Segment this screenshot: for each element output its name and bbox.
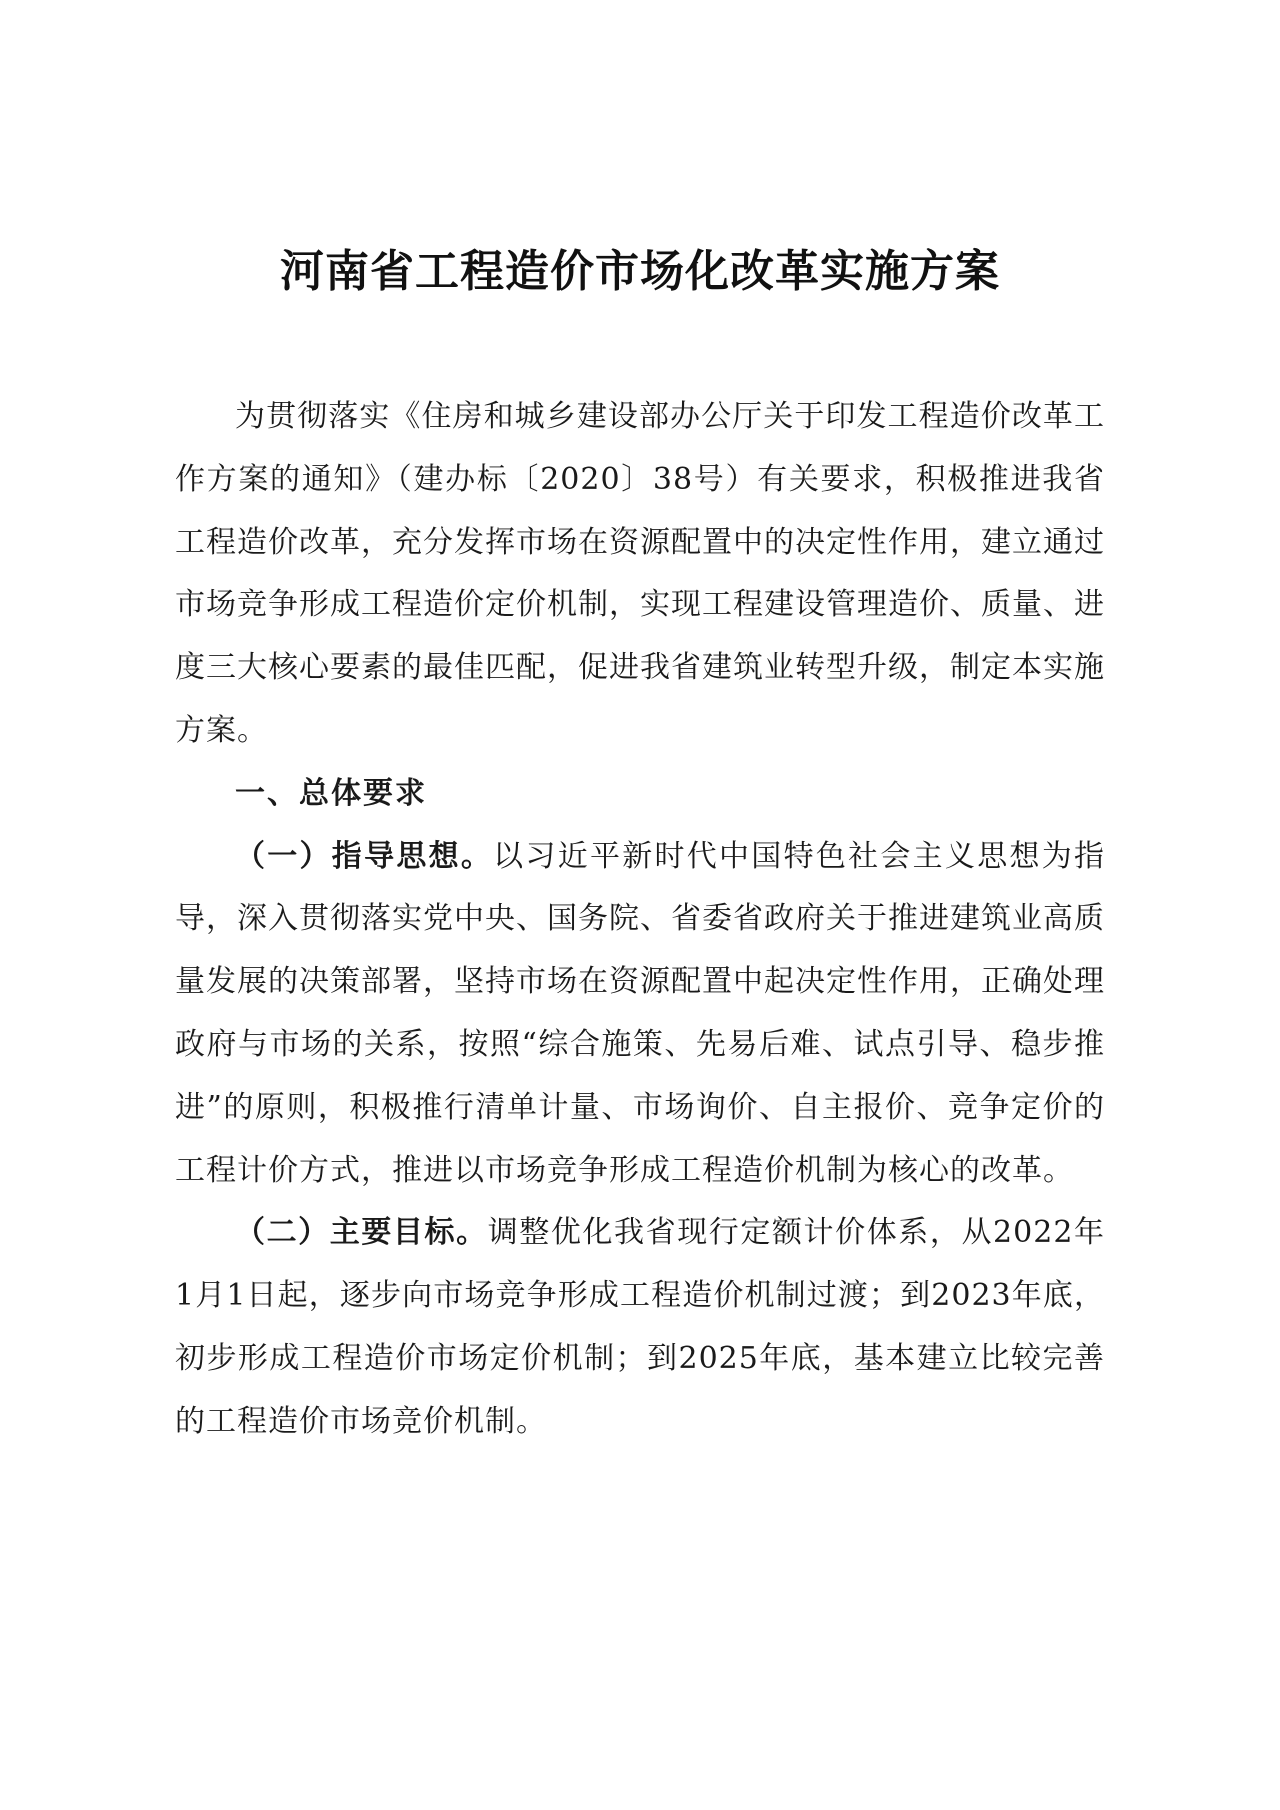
document-body bbox=[175, 386, 1105, 1454]
guiding-ideology-text: 以习近平新时代中国特色社会主义思想为指导，深入贯彻落实党中央、国务院、省委省政府关于推进建筑业高质量发展的决策部署，坚持市场在资源配置中起决定性作用，正确处理政府与市场的关系，按照“综合施策、先易后难、试点引导、稳步推进”的原则，积极推行清单计量、市场询价、自主报价、竞争定价的工程计价方式，推进以市场竞争形成工程造价机制为核心的改革。 bbox=[175, 838, 1106, 1188]
main-goals-paragraph bbox=[175, 1202, 1105, 1453]
intro-paragraph: 为贯彻落实《住房和城乡建设部办公厅关于印发工程造价改革工作方案的通知》（建办标〔2020〕38号）有关要求，积极推进我省工程造价改革，充分发挥市场在资源配置中的决定性作用，建立通过市场竞争形成工程造价定价机制，实现工程建设管理造价、质量、进度三大核心要素的最佳匹配，促进我省建筑业转型升级，制定本实施方案。 bbox=[175, 399, 1105, 748]
guiding-ideology-label: （一）指导思想。 bbox=[235, 838, 494, 874]
main-goals-label: （二）主要目标。 bbox=[235, 1215, 488, 1251]
section-heading-overall-requirements: 一、总体要求 bbox=[235, 775, 427, 811]
guiding-ideology-paragraph bbox=[175, 826, 1105, 1203]
document-title: 河南省工程造价市场化改革实施方案 bbox=[280, 246, 1000, 297]
main-goals-text: 调整优化我省现行定额计价体系，从2022年1月1日起，逐步向市场竞争形成工程造价机制过渡；到2023年底，初步形成工程造价市场定价机制；到2025年底，基本建立比较完善的工程造价市场竞价机制。 bbox=[175, 1215, 1105, 1439]
